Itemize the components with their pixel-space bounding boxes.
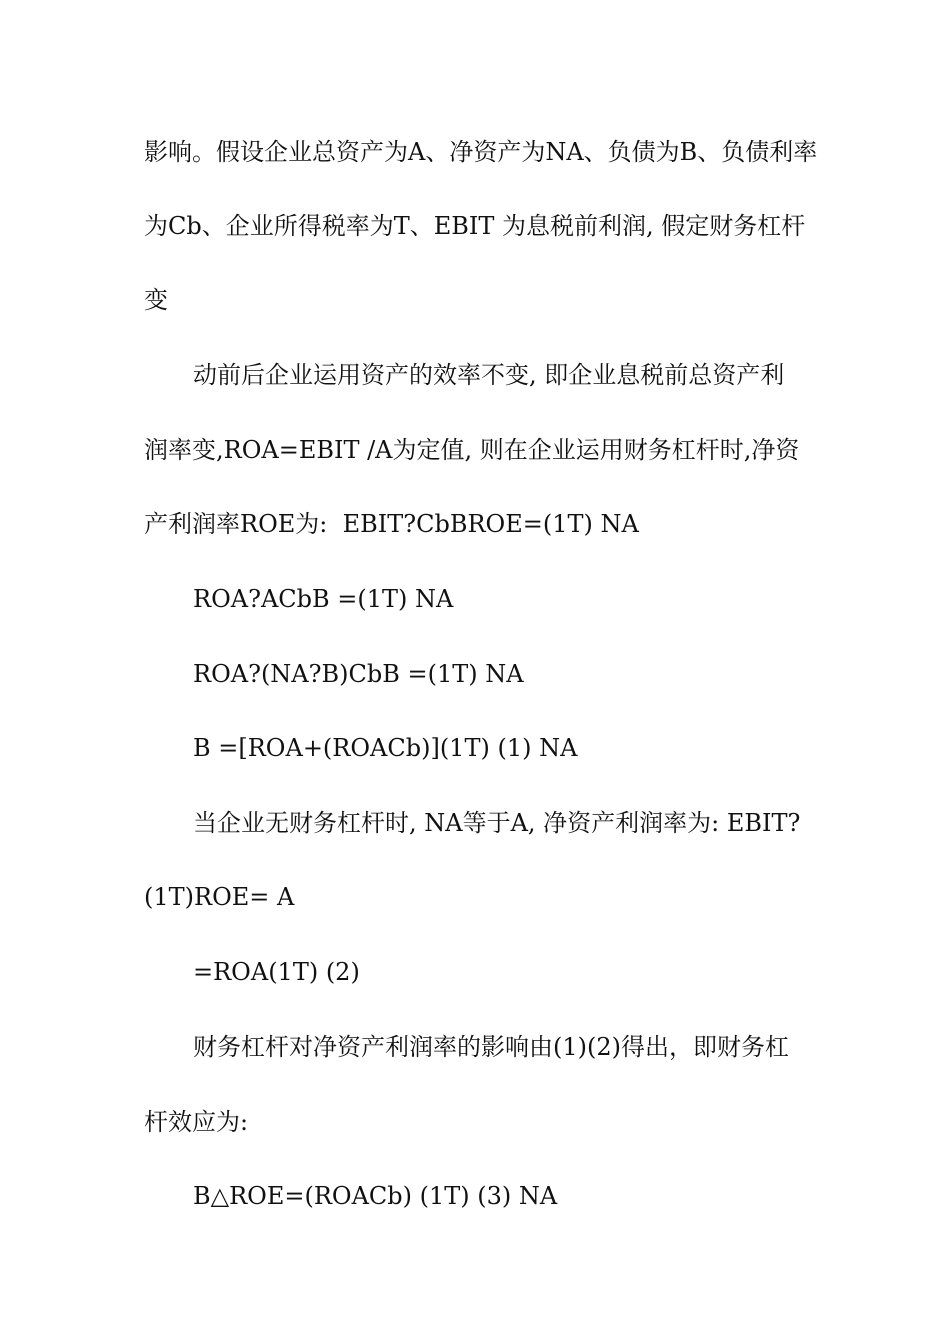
formula-line: B△ROE=(ROACb) (1T) (3) NA	[193, 1182, 558, 1210]
formula-line: ROA?ACbB =(1T) NA	[193, 585, 454, 613]
text-line: 为Cb、企业所得税率为T、EBIT 为息税前利润, 假定财务杠杆	[144, 212, 806, 240]
text-line: 变	[144, 286, 168, 314]
text-line: 影响。假设企业总资产为A、净资产为NA、负债为B、负债利率	[144, 138, 818, 166]
formula-line: ROA?(NA?B)CbB =(1T) NA	[193, 660, 524, 688]
paragraph-start-line: 当企业无财务杠杆时, NA等于A, 净资产利润率为: EBIT?	[193, 809, 801, 837]
formula-line: B =[ROA+(ROACb)](1T) (1) NA	[193, 734, 578, 762]
text-line: 产利润率ROE为: EBIT?CbBROE=(1T) NA	[144, 510, 639, 538]
text-line: (1T)ROE= A	[144, 883, 295, 911]
text-line: 润率变,ROA=EBIT /A为定值, 则在企业运用财务杠杆时,净资	[144, 436, 800, 464]
formula-line: =ROA(1T) (2)	[193, 958, 360, 986]
text-line: 杆效应为:	[144, 1108, 249, 1136]
paragraph-start-line: 动前后企业运用资产的效率不变, 即企业息税前总资产利	[193, 361, 785, 389]
paragraph-start-line: 财务杠杆对净资产利润率的影响由(1)(2)得出，即财务杠	[193, 1033, 789, 1061]
